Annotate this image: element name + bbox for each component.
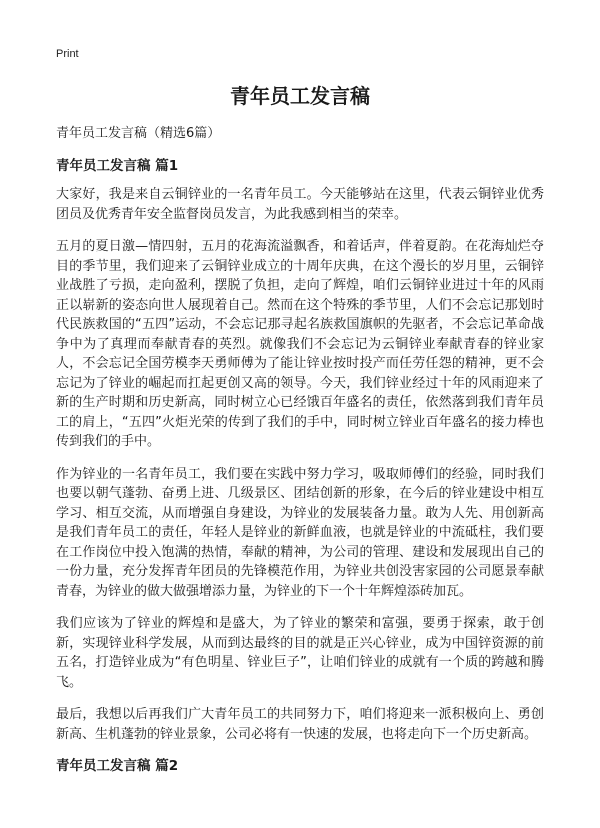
section-heading: 青年员工发言稿 篇2 <box>56 758 179 774</box>
paragraph: 五月的夏日激—情四射，五月的花海流溢飘香，和着话声，伴着夏韵。在花海灿烂夺目的季节里，我们迎来了云铜锌业成立的十周年庆典，在这个漫长的岁月里，云铜锌业战胜了亏损，走向盈利，摆脱了负担，走向了辉煌，咱们云铜锌业进过十年的风雨正以崭新的姿态向世人展现着自己。然而在这个特殊的季节里，人们不会忘记那划时代民族救国的“五四”运动，不会忘记那寻起名族救国旗帜的先驱者，不会忘记革命战争中为了真理而奉献青春的英烈。就像我们不会忘记为云铜锌业奉献青春的锌业家人，不会忘记全国劳模李天勇师傅为了能让锌业按时投产而任劳任怨的精神，更不会忘记为了锌业的崛起而扛起更创又高的领导。今天，我们锌业经过十年的风雨迎来了新的生产时期和历史新高，同时树立心已经饿百年盛名的责任，依然落到我们青年员工的肩上，“五四”火炬光荣的传到了我们的手中，同时树立锌业百年盛名的接力棒也传到我们的手中。 <box>56 239 544 449</box>
page-title: 青年员工发言稿 <box>230 84 370 108</box>
section-heading: 青年员工发言稿 篇1 <box>56 158 179 174</box>
print-label: Print <box>56 48 79 60</box>
paragraph: 最后，我想以后再我们广大青年员工的共同努力下，咱们将迎来一派积极向上、勇创新高、生机蓬勃的锌业景象，公司必将有一快速的发展，也将走向下一个历史新高。 <box>56 707 544 742</box>
section-1 <box>56 157 544 744</box>
paragraph: 大家好，我是来自云铜锌业的一名青年员工。今天能够站在这里，代表云铜锌业优秀团员及优秀青年安全监督岗员发言，为此我感到相当的荣幸。 <box>56 187 544 222</box>
paragraph: 我们应该为了锌业的辉煌和是盛大，为了锌业的繁荣和富强，要勇于探索，敢于创新，实现锌业科学发展，从而到达最终的目的就是正兴心锌业，成为中国锌资源的前五名，打造锌业成为“有色明星、锌业巨子”，让咱们锌业的成就有一个质的跨越和腾飞。 <box>56 616 544 690</box>
paragraph: 作为锌业的一名青年员工，我们要在实践中努力学习，吸取师傅们的经验，同时我们也要以朝气蓬勃、奋勇上进、几级景区、团结创新的形象，在今后的锌业建设中相互学习、相互交流，从而增强自身建设，为锌业的发展装备力量。敢为人先、用创新高是我们青年员工的责任，年轻人是锌业的新鲜血液，也就是锌业的中流砥柱，我们要在工作岗位中投入饱满的热情，奉献的精神，为公司的管理、建设和发展现出自己的一份力量，充分发挥青年团员的先锋模范作用，为锌业共创没害家园的公司愿景奉献青春，为锌业的做大做强增添力量，为锌业的下一个十年辉煌添砖加瓦。 <box>56 466 544 599</box>
section-2 <box>56 757 544 775</box>
document-subtitle: 青年员工发言稿（精选6篇） <box>56 126 221 141</box>
